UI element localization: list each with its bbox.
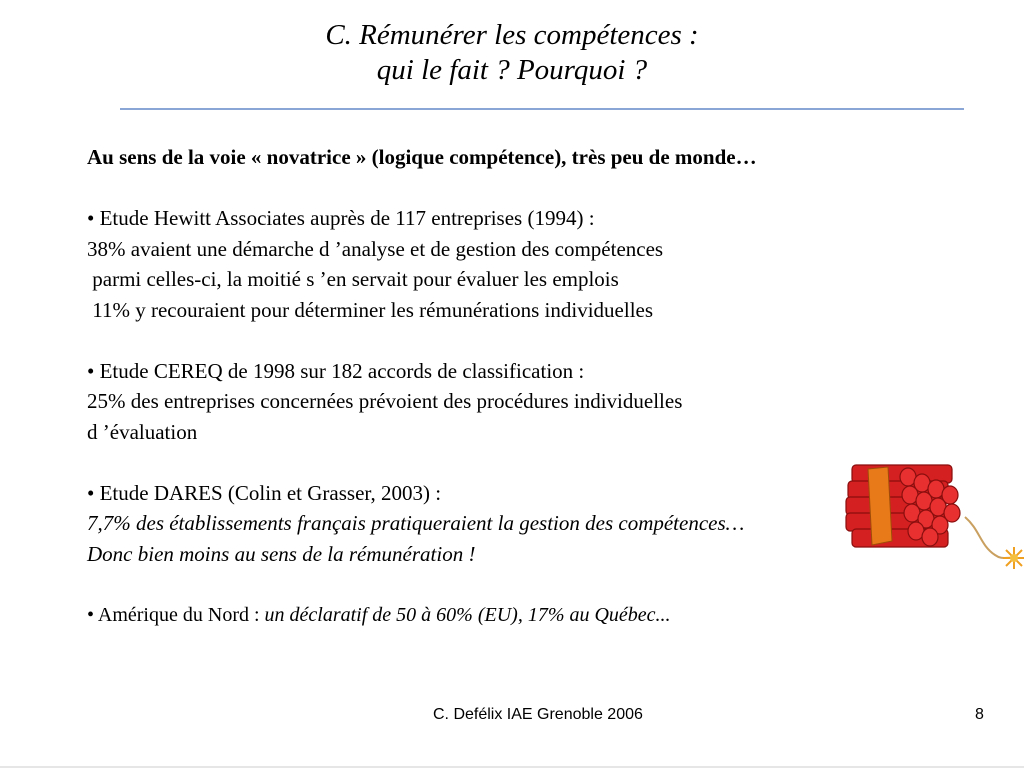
dares-line-1: 7,7% des établissements français pratiqueraient la gestion des compétences… bbox=[87, 511, 745, 535]
dares-line-2: Donc bien moins au sens de la rémunération ! bbox=[87, 541, 476, 566]
cereq-heading: • Etude CEREQ de 1998 sur 182 accords de classification : bbox=[87, 358, 585, 383]
footer-author: C. Defélix IAE Grenoble 2006 bbox=[433, 706, 643, 723]
dynamite-icon bbox=[830, 455, 1024, 585]
intro-text: Au sens de la voie « novatrice » (logique compétence), très peu de monde… bbox=[87, 145, 757, 169]
title-line-1: C. Rémunérer les compétences : bbox=[325, 19, 699, 51]
amerique-line bbox=[87, 600, 927, 631]
slide-title bbox=[0, 18, 1024, 88]
slide-body bbox=[87, 142, 927, 630]
hewitt-line-1: 38% avaient une démarche d ’analyse et de gestion des compétences bbox=[87, 236, 664, 261]
cereq-line-1: 25% des entreprises concernées prévoient des procédures individuelles bbox=[87, 389, 683, 413]
dares-heading: • Etude DARES (Colin et Grasser, 2003) : bbox=[87, 480, 442, 505]
amerique-detail: un déclaratif de 50 à 60% (EU), 17% au Québec... bbox=[264, 603, 671, 626]
page-number: 8 bbox=[975, 706, 984, 723]
hewitt-heading: • Etude Hewitt Associates auprès de 117 entreprises (1994) : bbox=[87, 206, 595, 230]
hewitt-line-3: 11% y recouraient pour déterminer les rémunérations individuelles bbox=[87, 297, 654, 322]
cereq-line-2: d ’évaluation bbox=[87, 419, 198, 444]
hewitt-line-2: parmi celles-ci, la moitié s ’en servait pour évaluer les emplois bbox=[87, 267, 619, 291]
title-line-2: qui le fait ? Pourquoi ? bbox=[376, 54, 648, 86]
amerique-prefix: • Amérique du Nord : bbox=[87, 603, 265, 626]
title-divider bbox=[120, 108, 964, 110]
